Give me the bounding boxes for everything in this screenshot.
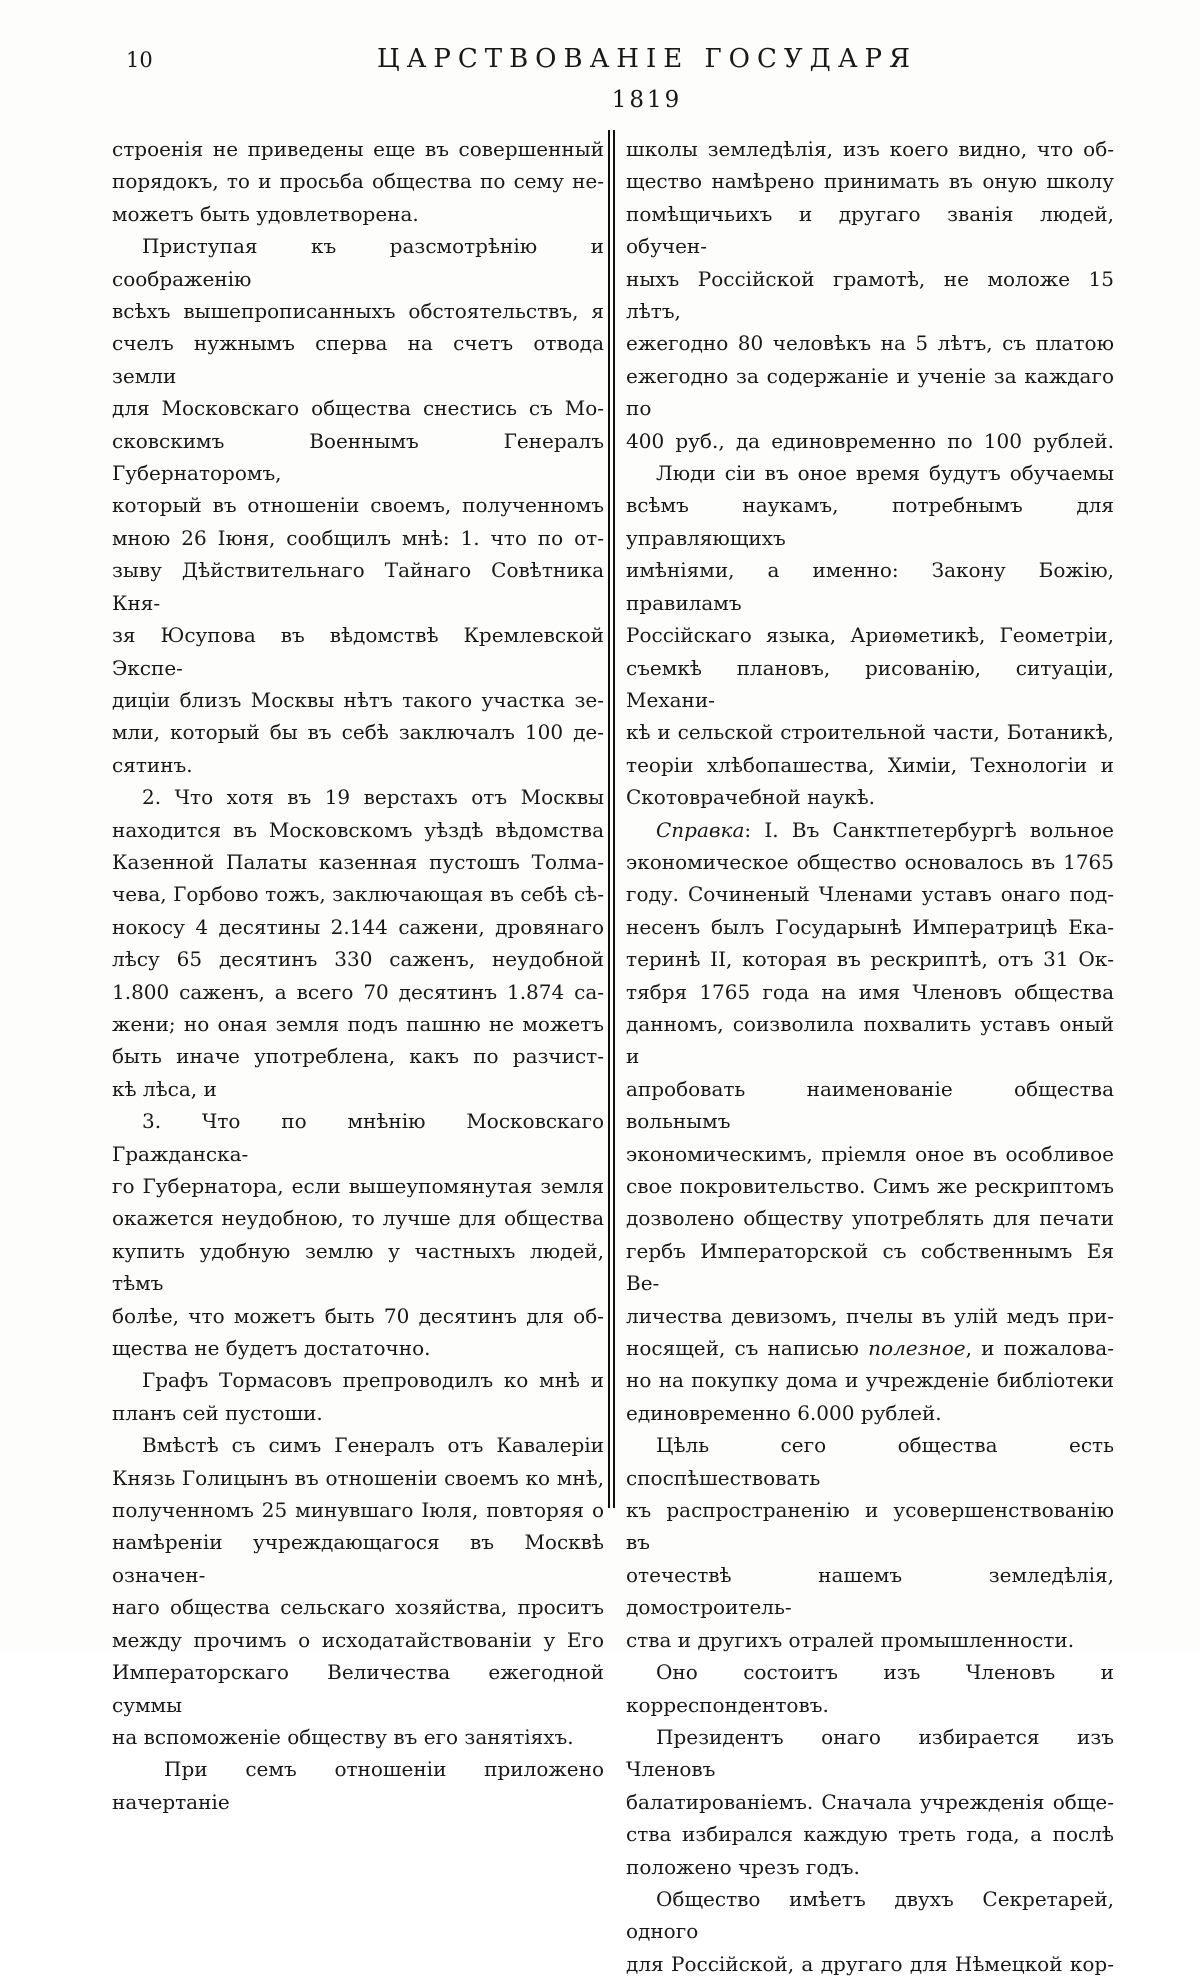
text-line: ства избирался каждую треть года, а послѣ <box>626 1822 1114 1847</box>
text-line: Люди сіи въ оное время будутъ обучаемы <box>656 461 1114 486</box>
text-line: мли, который бы въ себѣ заключалъ 100 де- <box>112 720 604 745</box>
paragraph <box>626 1883 1114 1980</box>
text-line: Императорскаго Величества ежегодной суммы <box>112 1660 604 1717</box>
text-line: Цѣль сего общества есть споспѣшествовать <box>626 1433 1114 1490</box>
text-line: мною 26 Іюня, сообщилъ мнѣ: 1. что по от- <box>112 525 604 550</box>
text-line: балатированіемъ. Сначала учрежденія обще- <box>626 1789 1114 1814</box>
paragraph <box>112 133 604 230</box>
text-line: экономическимъ, пріемля оное въ особливое <box>626 1141 1114 1166</box>
text-line: ства и другихъ отралей промышленности. <box>626 1627 1075 1652</box>
text-line: окажется неудобною, то лучше для общества <box>112 1206 604 1231</box>
text-line: школы земледѣлія, изъ коего видно, что об- <box>626 137 1114 161</box>
text-line: щества не будетъ достаточно. <box>112 1336 431 1361</box>
paragraph <box>112 1753 604 1818</box>
text-line: отечествѣ нашемъ земледѣлія, домостроитель- <box>626 1562 1114 1620</box>
text-line: гербъ Императорской съ собственнымъ Ея Ве- <box>626 1238 1114 1296</box>
text-line: помѣщичьихъ и другаго званія людей, обучен- <box>626 201 1114 259</box>
paragraph <box>626 457 1114 813</box>
text-line: Князь Голицынъ въ отношеніи своемъ ко мнѣ, <box>112 1465 604 1490</box>
text-line: счелъ нужнымъ сперва на счетъ отвода земли <box>112 331 604 388</box>
text-line: купить удобную землю у частныхъ людей, тѣмъ <box>112 1238 604 1296</box>
text-line: кѣ и сельской строительной части, Ботаникѣ, <box>626 720 1114 745</box>
text-line: Графъ Тормасовъ препроводилъ ко мнѣ и <box>142 1368 604 1393</box>
text-line: экономическое общество основалось въ 1765 <box>626 849 1114 874</box>
text-line: Оно состоитъ изъ Членовъ и корреспондентовъ. <box>626 1660 1114 1717</box>
text-line: Вмѣстѣ съ симъ Генералъ отъ Кавалеріи <box>142 1433 604 1458</box>
text-line: диціи близъ Москвы нѣтъ такого участка зе- <box>112 687 604 712</box>
text-line: жени; но оная земля подъ пашню не можетъ <box>112 1011 604 1036</box>
text-line: ежегодно за содержаніе и ученіе за каждаго по <box>626 363 1114 421</box>
paragraph <box>112 1105 604 1364</box>
text-line: болѣе, что можетъ быть 70 десятинъ для об- <box>112 1303 604 1328</box>
text-line: При семъ отношеніи приложено начертаніе <box>112 1757 604 1814</box>
text-line: строенія не приведены еще въ совершенный <box>112 137 604 161</box>
text-line: 2. Что хотя въ 19 верстахъ отъ Москвы <box>142 785 604 810</box>
text-line: можетъ быть удовлетворена. <box>112 201 419 226</box>
text-line: Россійскаго языка, Ариѳметикѣ, Геометріи, <box>626 623 1114 648</box>
paragraph <box>626 814 1114 1430</box>
text-line: намѣреніи учреждающагося въ Москвѣ означен- <box>112 1530 604 1587</box>
text-line: планъ сей пустоши. <box>112 1400 323 1425</box>
text-line: кѣ лѣса, и <box>112 1076 217 1101</box>
text-line: теоріи хлѣбопашества, Химіи, Технологіи и <box>626 752 1114 777</box>
text-line: свое покровительство. Симъ же рескриптомъ <box>626 1174 1114 1198</box>
text-line: полученномъ 25 минувшаго Іюля, повторяя о <box>112 1498 604 1523</box>
text-line: но на покупку дома и учрежденіе библіотеки <box>626 1368 1114 1393</box>
text-line: сковскимъ Военнымъ Генералъ Губернаторомъ, <box>112 428 604 486</box>
text-line: 400 руб., да единовременно по 100 рублей. <box>626 428 1114 453</box>
paragraph <box>626 133 1114 457</box>
text-line: который въ отношеніи своемъ, полученномъ <box>112 493 604 518</box>
text-line: носящей, съ написью полезное, и пожалова- <box>626 1336 1114 1361</box>
text-line: зыву Дѣйствительнаго Тайнаго Совѣтника Кня- <box>112 558 604 615</box>
text-line: дозволено обществу употреблять для печати <box>626 1206 1114 1231</box>
text-line: къ распространенію и усовершенствованію въ <box>626 1498 1114 1555</box>
text-line: Общество имѣетъ двухъ Секретарей, одного <box>626 1886 1114 1944</box>
text-line: для Россійской, а другаго для Нѣмецкой кор- <box>626 1951 1114 1976</box>
running-title: ЦАРСТВОВАНІЕ ГОСУДАРЯ <box>376 44 918 74</box>
text-line: наго общества сельскаго хозяйства, проситъ <box>112 1595 604 1620</box>
text-line: несенъ былъ Государынѣ Императрицѣ Ека- <box>626 914 1114 939</box>
paragraph <box>112 230 604 781</box>
text-line: Справка: I. Въ Санктпетербургѣ вольное <box>656 817 1114 842</box>
text-line: 3. Что по мнѣнію Московскаго Гражданска- <box>112 1109 604 1166</box>
text-line: данномъ, соизволила похвалить уставъ оный и <box>626 1011 1114 1069</box>
text-line: всѣхъ вышепрописанныхъ обстоятельствъ, я <box>112 299 604 324</box>
text-line: имѣніями, а именно: Закону Божію, правиламъ <box>626 558 1114 615</box>
text-line: теринѣ II, которая въ рескриптѣ, отъ 31 Ок- <box>626 947 1114 972</box>
right-column <box>626 133 1114 1980</box>
paragraph <box>626 1656 1114 1721</box>
text-line: зя Юсупова въ вѣдомствѣ Кремлевской Экспе- <box>112 623 604 680</box>
text-line: ныхъ Россійской грамотѣ, не моложе 15 лѣтъ, <box>626 266 1114 324</box>
text-line: сятинъ. <box>112 752 193 777</box>
text-line: 1.800 саженъ, а всего 70 десятинъ 1.874 са- <box>112 979 604 1004</box>
text-line: на вспоможеніе обществу въ его занятіяхъ. <box>112 1724 574 1749</box>
text-body <box>112 133 1114 1980</box>
text-line: быть иначе употреблена, какъ по разчист- <box>112 1044 604 1069</box>
text-line: всѣмъ наукамъ, потребнымъ для управляющихъ <box>626 493 1114 550</box>
paragraph <box>626 1721 1114 1883</box>
text-line: личества девизомъ, пчелы въ улій медъ при- <box>626 1303 1114 1328</box>
text-line: чева, Горбово тожъ, заключающая въ себѣ сѣ- <box>112 882 604 907</box>
text-line: для Московскаго общества снестись съ Мо- <box>112 396 604 421</box>
paragraph <box>626 1429 1114 1656</box>
text-line: порядокъ, то и просьба общества по сему не- <box>112 169 604 194</box>
text-line: лѣсу 65 десятинъ 330 саженъ, неудобной <box>112 947 604 972</box>
text-line: нокосу 4 десятины 2.144 сажени, дровянаго <box>112 914 604 939</box>
text-line: съемкѣ плановъ, рисованію, ситуаціи, Механи- <box>626 655 1114 712</box>
text-line: Президентъ онаго избирается изъ Членовъ <box>626 1724 1114 1782</box>
paragraph <box>112 781 604 1105</box>
text-line: апробовать наименованіе общества вольнымъ <box>626 1076 1114 1134</box>
text-line: единовременно 6.000 рублей. <box>626 1400 942 1425</box>
text-line: между прочимъ о исходатайствованіи у Его <box>112 1627 604 1652</box>
text-line: Приступая къ разсмотрѣнію и соображенію <box>112 234 604 291</box>
text-line: Скотоврачебной наукѣ. <box>626 785 876 810</box>
text-line: го Губернатора, если вышеупомянутая земля <box>112 1174 604 1198</box>
year-heading: 1819 <box>611 87 683 113</box>
text-line: щество намѣрено принимать въ оную школу <box>626 169 1114 194</box>
text-line: положено чрезъ годъ. <box>626 1854 860 1879</box>
text-line: году. Сочиненый Членами уставъ онаго под- <box>626 882 1114 907</box>
left-column <box>112 133 604 1818</box>
paragraph <box>112 1364 604 1429</box>
text-line: ежегодно 80 человѣкъ на 5 лѣтъ, съ платою <box>626 331 1114 356</box>
text-line: Казенной Палаты казенная пустошъ Толма- <box>112 849 604 874</box>
column-divider-rule <box>608 130 615 1508</box>
page-number: 10 <box>126 48 153 72</box>
text-line: находится въ Московскомъ уѣздѣ вѣдомства <box>112 817 604 842</box>
page-header <box>152 44 1142 113</box>
paragraph <box>112 1429 604 1753</box>
text-line: тября 1765 года на имя Членовъ общества <box>626 979 1114 1004</box>
